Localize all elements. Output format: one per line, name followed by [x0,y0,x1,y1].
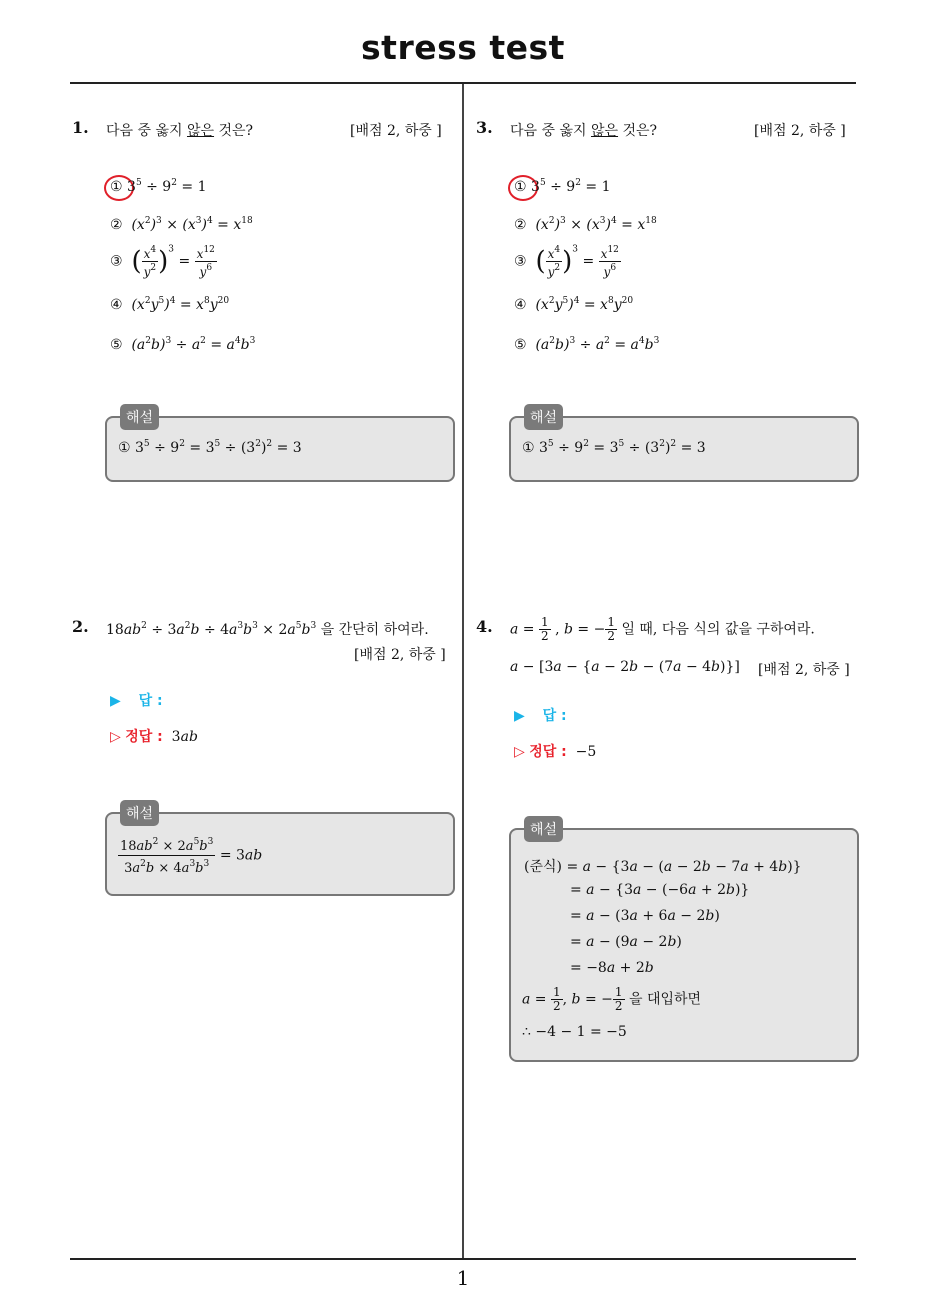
score-label: [배점 2, 하중 ] [758,662,850,678]
solution-line-5: = −8a + 2b [570,960,654,976]
option-4: ④ $(x^2y^5)^4 = x^8y^{20}$ [110,296,230,313]
option-3: ③ ( $\frac{x^4}{y^2}$ )$^3$ = $\frac{x^{12}}{y^6}$ [514,244,619,279]
triangle-outline-icon: ▷ [514,744,525,760]
option-3: ③ ( $\frac{x^4}{y^2}$ )$^3$ = $\frac{x^{12}}{y^6}$ [110,244,215,279]
page-number: 1 [456,1266,470,1290]
answer-row: ▶ 답 : [514,708,567,724]
question-number: 3. [476,118,493,137]
page-title: stress test [361,28,565,67]
question-text: $18ab^2 \div 3a^2b \div 4a^3b^3 \times 2a^5b^3$ 을 간단히 하여라. [106,621,429,638]
score-label: [배점 2, 하중 ] [754,123,846,139]
option-4: ④ $(x^2y^5)^4 = x^8y^{20}$ [514,296,634,313]
option-5: ⑤ $(a^2b)^3 \div a^2 = a^4b^3$ [514,336,660,353]
solution-line-2: = a − {3a − (−6a + 2b)} [570,882,750,898]
solution-line-4: = a − (9a − 2b) [570,934,682,950]
solution-tag: 해설 [120,800,159,826]
correct-answer-row: ▷ 정답 : 3ab [110,729,198,745]
footer-rule [70,1258,856,1260]
question-text: a = $\frac{1}{2}$ , b = − $\frac{1}{2}$ 일 때, 다음 식의 값을 구하여라. [510,615,815,643]
solution-substitution: a = $\frac{1}{2}$ , b = − $\frac{1}{2}$ 을 대입하면 [522,985,702,1013]
option-2: ② $(x^2)^3 \times (x^3)^4 = x^{18}$ [110,216,253,233]
option-2: ② $(x^2)^3 \times (x^3)^4 = x^{18}$ [514,216,657,233]
question-text: 다음 중 옳지 않은 것은? [510,123,658,139]
question-text: 다음 중 옳지 않은 것은? [106,123,254,139]
question-number: 2. [72,617,89,636]
column-divider [462,84,464,1259]
solution-text: ① $3^5 \div 9^2 = 3^5 \div (3^2)^2 = 3$ [118,439,302,456]
play-triangle-icon: ▶ [514,708,525,724]
option-1: ① $3^5 \div 9^2 = 1$ [514,178,611,195]
correct-answer-row: ▷ 정답 : −5 [514,744,597,760]
question-expression: a − [3a − {a − 2b − (7a − 4b)}] [510,659,740,675]
solution-text: $\frac{18ab^2 \times 2a^5b^3}{3a^2b \times 4a^3b^3}$ = 3ab [118,834,262,877]
question-number: 4. [476,617,493,636]
triangle-outline-icon: ▷ [110,729,121,745]
solution-line-1: (준식) = a − {3a − (a − 2b − 7a + 4b)} [524,859,802,875]
option-5: ⑤ $(a^2b)^3 \div a^2 = a^4b^3$ [110,336,256,353]
solution-tag: 해설 [120,404,159,430]
solution-tag: 해설 [524,816,563,842]
option-1: ① $3^5 \div 9^2 = 1$ [110,178,207,195]
score-label: [배점 2, 하중 ] [354,647,446,663]
solution-tag: 해설 [524,404,563,430]
solution-text: ① $3^5 \div 9^2 = 3^5 \div (3^2)^2 = 3$ [522,439,706,456]
solution-conclusion: ∴ −4 − 1 = −5 [522,1024,627,1040]
play-triangle-icon: ▶ [110,693,121,709]
solution-line-3: = a − (3a + 6a − 2b) [570,908,720,924]
answer-row: ▶ 답 : [110,693,163,709]
question-number: 1. [72,118,89,137]
score-label: [배점 2, 하중 ] [350,123,442,139]
